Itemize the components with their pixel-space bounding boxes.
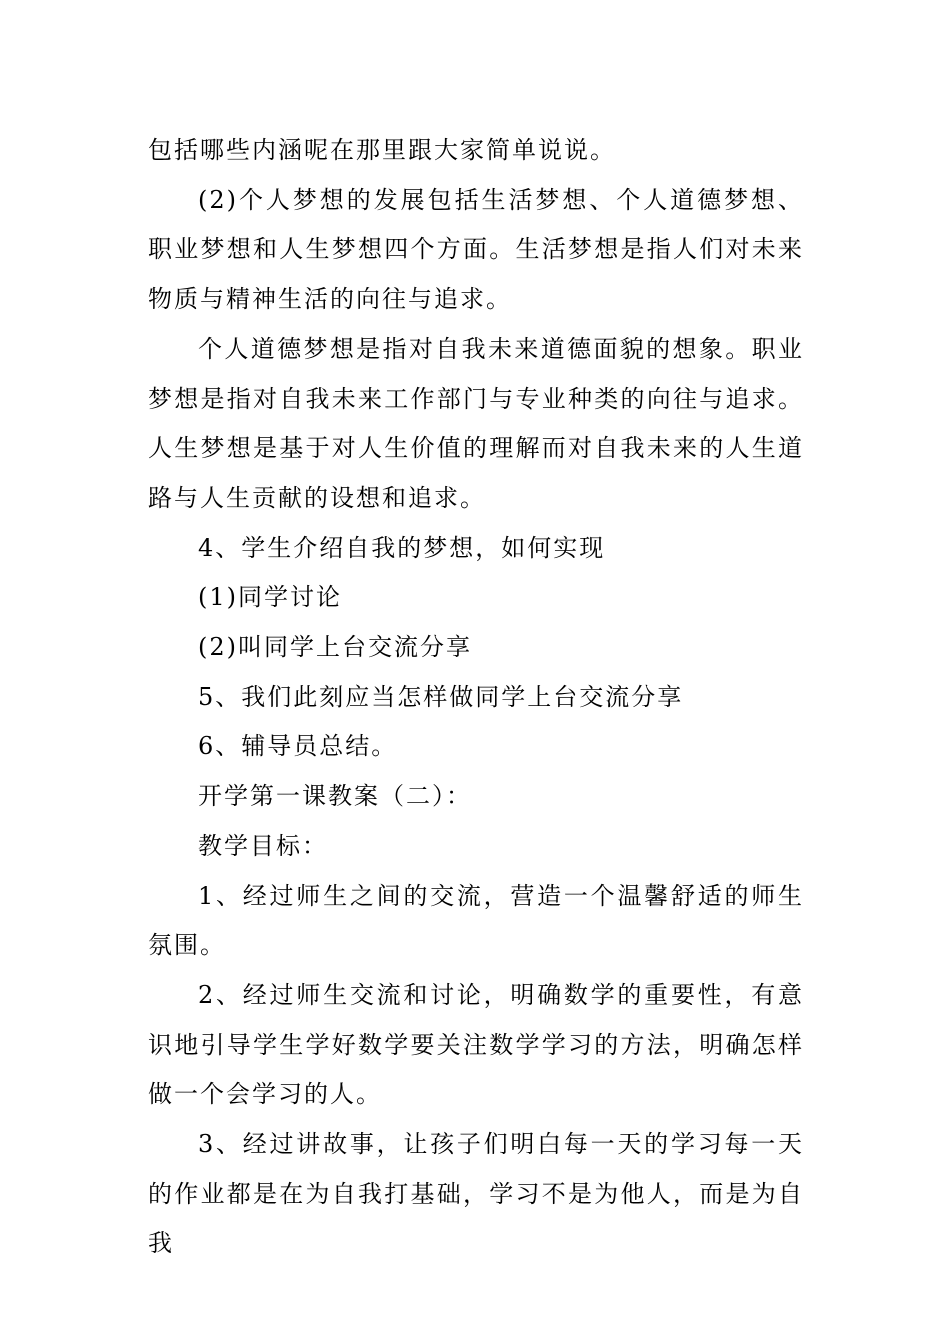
paragraph-goal-1: 1、经过师生之间的交流，营造一个温馨舒适的师生氛围。 [148,881,804,960]
paragraph-goal-3: 3、经过讲故事，让孩子们明白每一天的学习每一天的作业都是在为自我打基础，学习不是为他人，而是为自我 [148,1130,804,1258]
paragraph-personal-dream-development: (2)个人梦想的发展包括生活梦想、个人道德梦想、职业梦想和人生梦想四个方面。生活梦想是指人们对未来物质与精神生活的向往与追求。 [148,185,804,314]
paragraph-step-5: 5、我们此刻应当怎样做同学上台交流分享 [198,682,684,711]
paragraph-moral-career-life-dream: 个人道德梦想是指对自我未来道德面貌的想象。职业梦想是指对自我未来工作部门与专业种类的向往与追求。人生梦想是基于对人生价值的理解而对自我未来的人生道路与人生贡献的设想和追求。 [148,334,804,512]
paragraph-step-6: 6、辅导员总结。 [198,732,398,761]
paragraph-step-4-1: (1)同学讨论 [198,583,342,612]
paragraph-goal-2: 2、经过师生交流和讨论，明确数学的重要性，有意识地引导学生学好数学要关注数学学习的方法，明确怎样做一个会学习的人。 [148,980,804,1109]
section-heading-teaching-goals: 教学目标： [198,831,328,860]
paragraph-step-4: 4、学生介绍自我的梦想，如何实现 [198,533,606,562]
paragraph-continuation: 包括哪些内涵呢在那里跟大家简单说说。 [148,136,616,164]
document-body [148,126,804,1269]
section-heading-lesson-plan-2: 开学第一课教案（二）： [198,782,472,811]
paragraph-step-4-2: (2)叫同学上台交流分享 [198,633,472,662]
